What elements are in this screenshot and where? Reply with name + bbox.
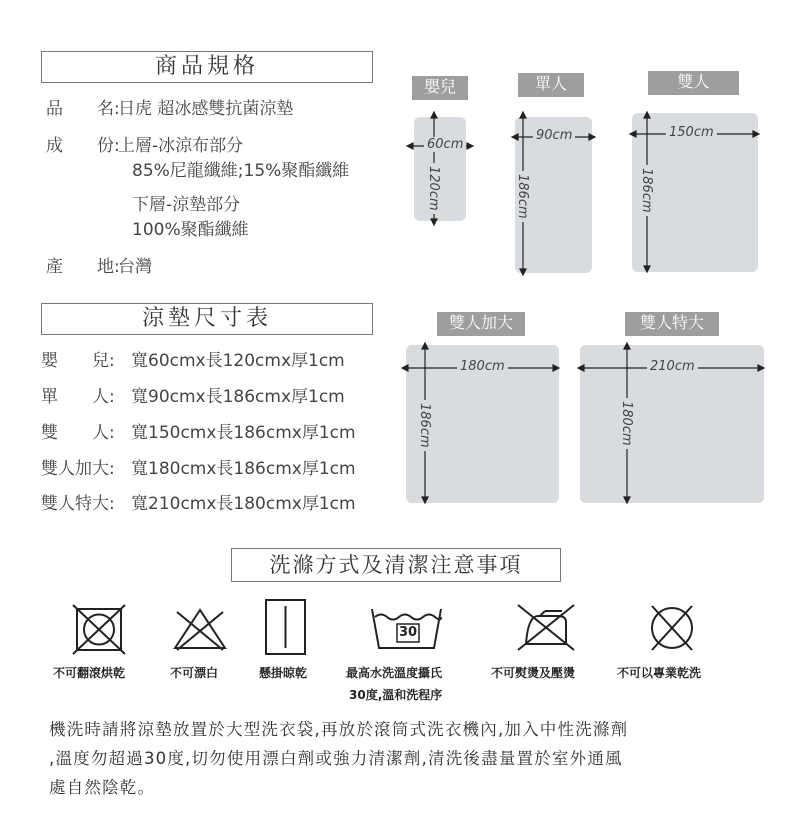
dim-width-queen: 180cm (457, 359, 508, 374)
dim-length-king: 180cm (619, 398, 634, 449)
dim-length-single: 186cm (515, 171, 530, 222)
size-label: 嬰 兒: (41, 351, 115, 371)
care-label-no-iron: 不可熨燙及壓燙 (491, 666, 576, 680)
size-value: 寬150cmx長186cmx厚1cm (131, 423, 356, 443)
care-label-no-bleach: 不可漂白 (170, 666, 219, 680)
care-paragraph-line-1: 機洗時請將涼墊放置於大型洗衣袋,再放於滾筒式洗衣機內,加入中性洗滌劑 (49, 720, 629, 739)
dim-width-king: 210cm (647, 359, 698, 374)
care-paragraph-line-2: ,溫度勿超過30度,切勿使用漂白劑或強力清潔劑,清洗後盡量置於室外通風 (49, 749, 623, 768)
dim-width-single: 90cm (533, 128, 575, 143)
size-label: 單 人: (41, 387, 115, 407)
care-label-no-tumble-dry: 不可翻滾烘乾 (53, 666, 126, 680)
spec-label: 成 份: (46, 136, 120, 156)
dim-length-double: 186cm (639, 165, 654, 216)
tag-double: 雙人 (648, 71, 739, 95)
size-value: 寬60cmx長120cmx厚1cm (131, 351, 345, 371)
spec-value: 下層-涼墊部分 (132, 195, 241, 215)
tag-baby: 嬰兒 (412, 76, 468, 100)
spec-value: 台灣 (118, 257, 152, 277)
dim-width-double: 150cm (666, 125, 717, 140)
no-dry-clean-icon (652, 606, 692, 650)
spec-value: 上層-冰涼布部分 (118, 136, 244, 156)
spec-value: 100%聚酯纖維 (132, 220, 249, 240)
spec-value: 85%尼龍纖維;15%聚酯纖維 (132, 161, 350, 181)
size-value: 寬90cmx長186cmx厚1cm (131, 387, 345, 407)
spec-label: 產 地: (46, 257, 120, 277)
care-paragraph-line-3: 處自然陰乾。 (49, 778, 156, 797)
care-label-no-dry-clean: 不可以專業乾洗 (617, 666, 702, 680)
spec-label: 品 名: (46, 99, 120, 119)
tag-single: 單人 (518, 73, 584, 97)
tag-queen: 雙人加大 (437, 312, 525, 336)
size-value: 寬180cmx長186cmx厚1cm (131, 459, 356, 479)
spec-title: 商品規格 (41, 51, 373, 83)
no-bleach-icon (175, 610, 225, 650)
no-iron-icon (518, 605, 574, 650)
tag-king: 雙人特大 (625, 312, 719, 336)
care-label-wash-30-line2: 30度,溫和洗程序 (349, 688, 443, 702)
dim-length-queen: 186cm (417, 400, 432, 451)
care-label-wash-30: 最高水洗溫度攝氏 (346, 666, 443, 680)
care-label-hang-dry: 懸掛晾乾 (259, 666, 308, 680)
no-tumble-dry-icon (73, 605, 125, 654)
hang-dry-icon (266, 600, 305, 654)
wash-temperature: 30 (398, 625, 418, 640)
spec-value: 日虎 超冰感雙抗菌涼墊 (118, 99, 294, 119)
size-label: 雙 人: (41, 423, 115, 443)
care-title: 洗滌方式及清潔注意事項 (231, 548, 561, 582)
dim-width-baby: 60cm (424, 137, 466, 152)
size-label: 雙人特大: (41, 494, 115, 514)
dim-length-baby: 120cm (426, 163, 441, 214)
size-label: 雙人加大: (41, 459, 115, 479)
size-value: 寬210cmx長180cmx厚1cm (131, 494, 356, 514)
size-title: 涼墊尺寸表 (41, 303, 373, 335)
